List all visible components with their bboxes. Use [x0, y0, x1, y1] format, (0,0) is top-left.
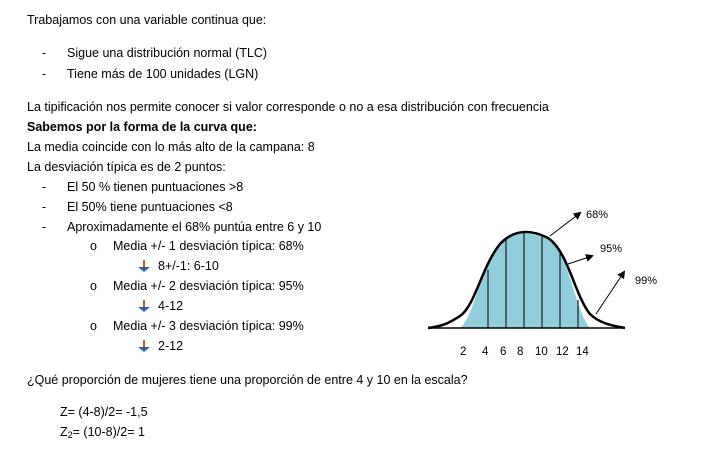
range-label: Media +/- 1 desviación típica: 68% — [113, 239, 304, 253]
arrow-bullet-icon — [137, 259, 151, 273]
fact-item: El 50 % tienen puntuaciones >8 — [67, 180, 244, 194]
circle-bullet: o — [90, 319, 97, 333]
fact-item: El 50% tiene puntuaciones <8 — [67, 200, 233, 214]
arrow-label-68: 68% — [586, 209, 609, 221]
question-text: ¿Qué proporción de mujeres tiene una proporción de entre 4 y 10 en la escala? — [27, 373, 468, 387]
mean-line: La media coincide con lo más alto de la campana: 8 — [27, 140, 315, 154]
arrow-bullet-icon — [137, 339, 151, 353]
range-detail: 4-12 — [158, 299, 184, 313]
tick-label: 4 — [482, 346, 489, 358]
normal-curve-figure — [420, 196, 680, 364]
arrow-95 — [568, 256, 592, 264]
circle-bullet: o — [90, 239, 97, 253]
arrow-99 — [596, 272, 624, 314]
arrow-bullet-icon — [137, 299, 151, 313]
tick-label: 12 — [556, 346, 569, 358]
dash-bullet: - — [42, 67, 47, 81]
range-label: Media +/- 3 desviación típica: 99% — [113, 319, 304, 333]
tick-labels — [460, 346, 589, 358]
tick-label: 14 — [576, 346, 589, 358]
z2-rest: = (10-8)/2= 1 — [72, 425, 145, 439]
z1-formula: Z= (4-8)/2= -1,5 — [60, 405, 148, 419]
curve-heading: Sabemos por la forma de la curva que: — [27, 120, 257, 134]
range-detail: 8+/-1: 6-10 — [158, 259, 219, 273]
condition-item: Tiene más de 100 unidades (LGN) — [67, 67, 259, 81]
range-detail: 2-12 — [158, 339, 184, 353]
z2-formula — [60, 424, 145, 443]
circle-bullet: o — [90, 279, 97, 293]
fact-item: Aproximadamente el 68% puntúa entre 6 y 10 — [67, 220, 322, 234]
dash-bullet: - — [42, 180, 47, 194]
tick-label: 6 — [500, 346, 507, 358]
range-label: Media +/- 2 desviación típica: 95% — [113, 279, 304, 293]
dash-bullet: - — [42, 46, 47, 60]
z2-subscript: 2 — [67, 430, 73, 440]
arrow-68 — [550, 213, 580, 236]
arrow-label-99: 99% — [635, 275, 658, 287]
tipificacion-text: La tipificación nos permite conocer si valor corresponde o no a esa distribución con frecuencia — [27, 100, 549, 114]
z2-prefix: Z — [60, 425, 68, 439]
arrow-label-95: 95% — [600, 243, 623, 255]
tick-label: 10 — [535, 346, 548, 358]
tick-label: 2 — [460, 346, 467, 358]
intro-text: Trabajamos con una variable continua que: — [27, 13, 267, 27]
tick-label: 8 — [517, 346, 524, 358]
dash-bullet: - — [42, 200, 47, 214]
sd-line: La desviación típica es de 2 puntos: — [27, 160, 226, 174]
dash-bullet: - — [42, 220, 47, 234]
condition-item: Sigue una distribución normal (TLC) — [67, 46, 268, 60]
